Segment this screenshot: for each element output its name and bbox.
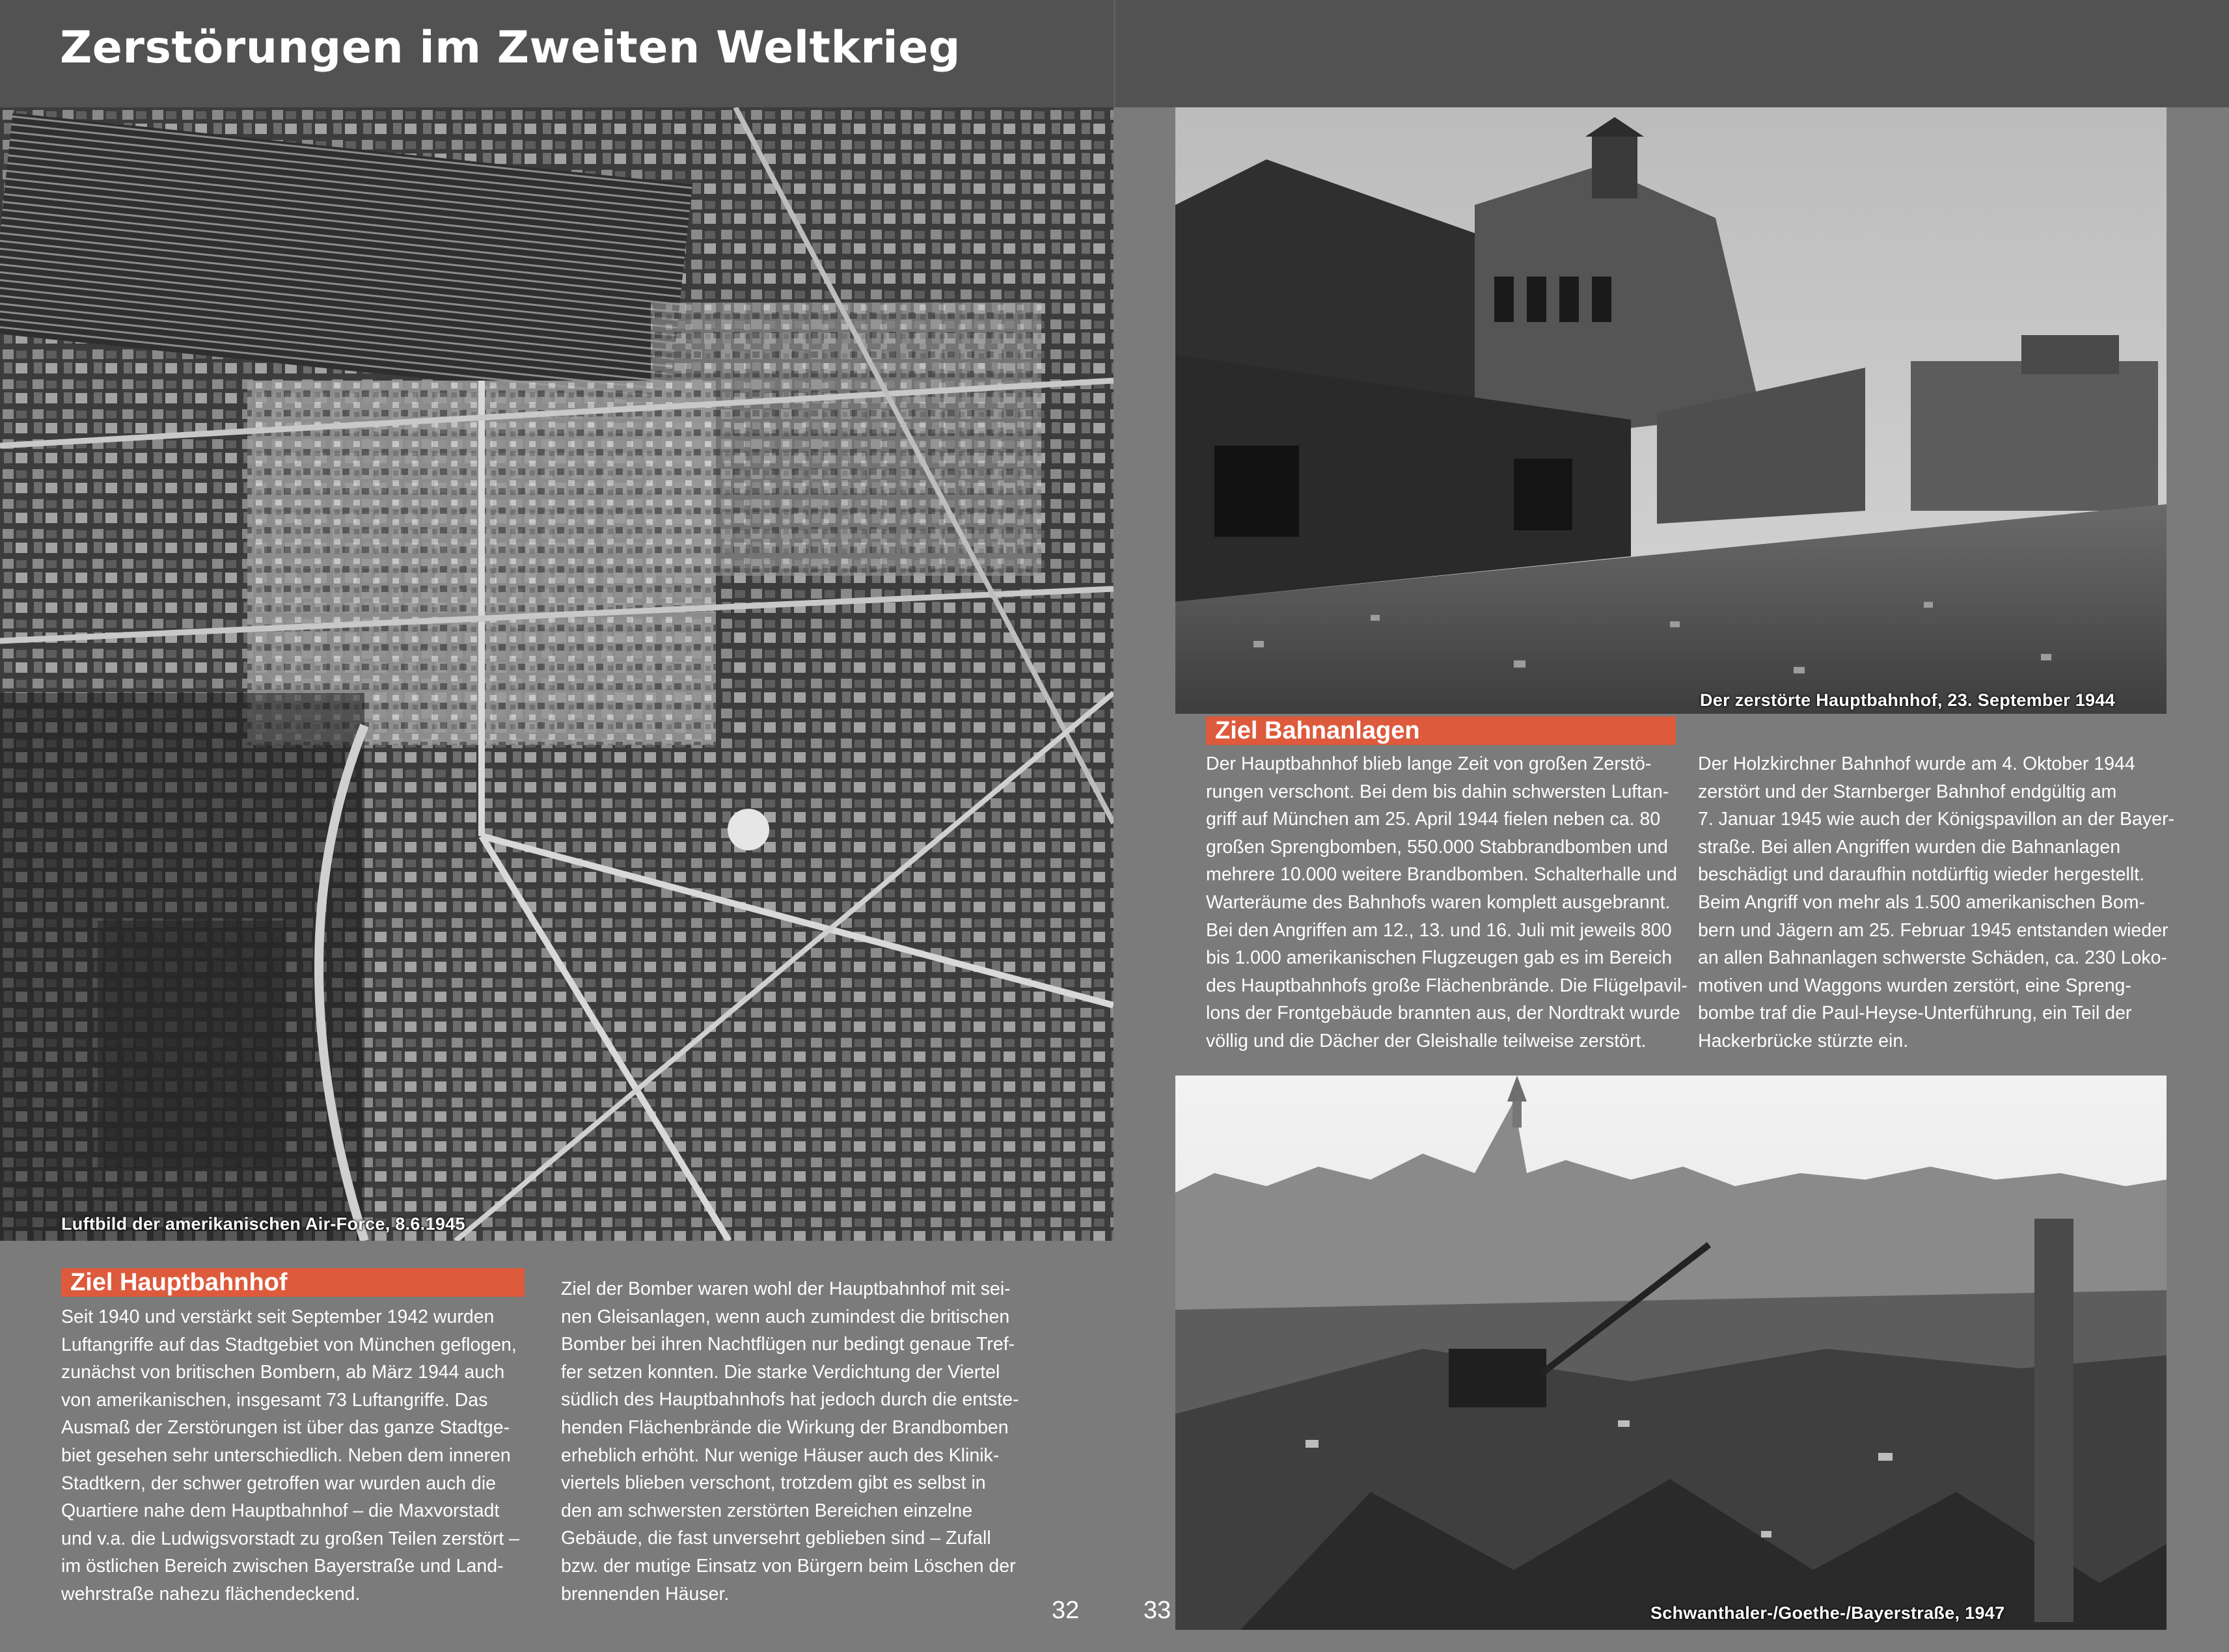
- heading-ziel-bahnanlagen: Ziel Bahnanlagen: [1206, 716, 1676, 745]
- text-line: Ausmaß der Zerstörungen ist über das ganze Stadtge-: [61, 1417, 510, 1439]
- right-column-1-text: [1206, 750, 1688, 1055]
- page-number-left: 32: [1052, 1597, 1080, 1624]
- text-line: Gebäude, die fast unversehrt geblieben sind – Zufall: [561, 1528, 991, 1549]
- station-photo-caption: Der zerstörte Hauptbahnhof, 23. September 1944: [1700, 690, 2115, 710]
- text-line: Bomber bei ihren Nachtflügen nur bedingt genaue Tref-: [561, 1334, 1015, 1355]
- text-line: den am schwersten zerstörten Bereichen einzelne: [561, 1500, 973, 1521]
- text-line: Hackerbrücke stürzte ein.: [1698, 1030, 1909, 1051]
- text-line: Ziel der Bomber waren wohl der Hauptbahnhof mit sei-: [561, 1279, 1011, 1299]
- text-line: des Hauptbahnhofs große Flächenbrände. Die Flügelpavil-: [1206, 975, 1688, 996]
- text-line: bzw. der mutige Einsatz von Bürgern beim Löschen der: [561, 1555, 1016, 1577]
- text-line: zunächst von britischen Bombern, ab März 1944 auch: [61, 1362, 505, 1383]
- text-line: straße. Bei allen Angriffen wurden die Bahnanlagen: [1698, 836, 2121, 858]
- text-line: rungen verschont. Bei dem bis dahin schwersten Luftan-: [1206, 781, 1669, 802]
- text-line: von amerikanischen, insgesamt 73 Luftangriffe. Das: [61, 1389, 488, 1411]
- text-line: henden Flächenbrände die Wirkung der Brandbomben: [561, 1416, 1009, 1438]
- text-line: an allen Bahnanlagen schwerste Schäden, ca. 230 Loko-: [1698, 947, 2167, 969]
- rubble-photo-caption: Schwanthaler-/Goethe-/Bayerstraße, 1947: [1650, 1603, 2005, 1623]
- text-line: 7. Januar 1945 wie auch der Königspavillon an der Bayer-: [1698, 809, 2174, 830]
- right-column-2-text: [1698, 750, 2174, 1055]
- left-column-1-text: [61, 1303, 519, 1608]
- text-line: griff auf München am 25. April 1944 fielen neben ca. 80: [1206, 809, 1661, 830]
- heading-ziel-hauptbahnhof: Ziel Hauptbahnhof: [61, 1268, 525, 1297]
- rubble-photo: [1175, 1076, 2167, 1630]
- text-line: wehrstraße nahezu flächendeckend.: [61, 1583, 361, 1605]
- aerial-photo: [0, 107, 1114, 1241]
- text-line: großen Sprengbomben, 550.000 Stabbrandbomben und: [1206, 836, 1668, 858]
- text-line: lons der Frontgebäude brannten aus, der Nordtrakt wurde: [1206, 1003, 1680, 1024]
- station-photo: [1175, 107, 2167, 714]
- text-line: fer setzen konnten. Die starke Verdichtung der Viertel: [561, 1361, 1000, 1383]
- text-line: erheblich erhöht. Nur wenige Häuser auch des Klinik-: [561, 1444, 1000, 1466]
- text-line: nen Gleisanlagen, wenn auch zumindest die britischen: [561, 1306, 1010, 1327]
- text-line: zerstört und der Starnberger Bahnhof endgültig am: [1698, 781, 2117, 802]
- text-line: Warteräume des Bahnhofs waren komplett ausgebrannt.: [1206, 891, 1671, 913]
- text-line: Der Hauptbahnhof blieb lange Zeit von großen Zerstö-: [1206, 753, 1652, 774]
- text-line: im östlichen Bereich zwischen Bayerstraße und Land-: [61, 1556, 504, 1577]
- text-line: brennenden Häuser.: [561, 1583, 730, 1605]
- text-line: Der Holzkirchner Bahnhof wurde am 4. Oktober 1944: [1698, 753, 2135, 774]
- text-line: beschädigt und daraufhin notdürftig wieder hergestellt.: [1698, 864, 2145, 886]
- text-line: Quartiere nahe dem Hauptbahnhof – die Maxvorstadt: [61, 1500, 500, 1522]
- text-line: bern und Jägern am 25. Februar 1945 entstanden wieder: [1698, 919, 2168, 941]
- text-line: Luftangriffe auf das Stadtgebiet von München geflogen,: [61, 1334, 517, 1355]
- text-line: motiven und Waggons wurden zerstört, eine Spreng-: [1698, 975, 2131, 996]
- text-line: Seit 1940 und verstärkt seit September 1942 wurden: [61, 1307, 495, 1327]
- text-line: bombe traf die Paul-Heyse-Unterführung, ein Teil der: [1698, 1003, 2132, 1024]
- page-title: Zerstörungen im Zweiten Weltkrieg: [60, 22, 961, 74]
- text-line: mehrere 10.000 weitere Brandbomben. Schalterhalle und: [1206, 864, 1678, 886]
- text-line: Beim Angriff von mehr als 1.500 amerikanischen Bom-: [1698, 891, 2145, 913]
- page-number-right: 33: [1143, 1597, 1171, 1624]
- text-line: bis 1.000 amerikanischen Flugzeugen gab es im Bereich: [1206, 947, 1673, 969]
- text-line: südlich des Hauptbahnhofs hat jedoch durch die entste-: [561, 1389, 1019, 1411]
- text-line: viertels blieben verschont, trotzdem gibt es selbst in: [561, 1472, 986, 1494]
- text-line: und v.a. die Ludwigsvorstadt zu großen Teilen zerstört –: [61, 1528, 519, 1549]
- aerial-photo-caption: Luftbild der amerikanischen Air-Force, 8.6.1945: [61, 1214, 465, 1234]
- header-bar: [0, 0, 2229, 107]
- text-line: völlig und die Dächer der Gleishalle teilweise zerstört.: [1206, 1030, 1647, 1051]
- text-line: Bei den Angriffen am 12., 13. und 16. Juli mit jeweils 800: [1206, 919, 1672, 941]
- page-spread-divider: [1114, 0, 1115, 107]
- text-line: Stadtkern, der schwer getroffen war wurden auch die: [61, 1472, 497, 1494]
- left-column-2-text: [561, 1275, 1019, 1608]
- text-line: biet gesehen sehr unterschiedlich. Neben dem inneren: [61, 1444, 511, 1466]
